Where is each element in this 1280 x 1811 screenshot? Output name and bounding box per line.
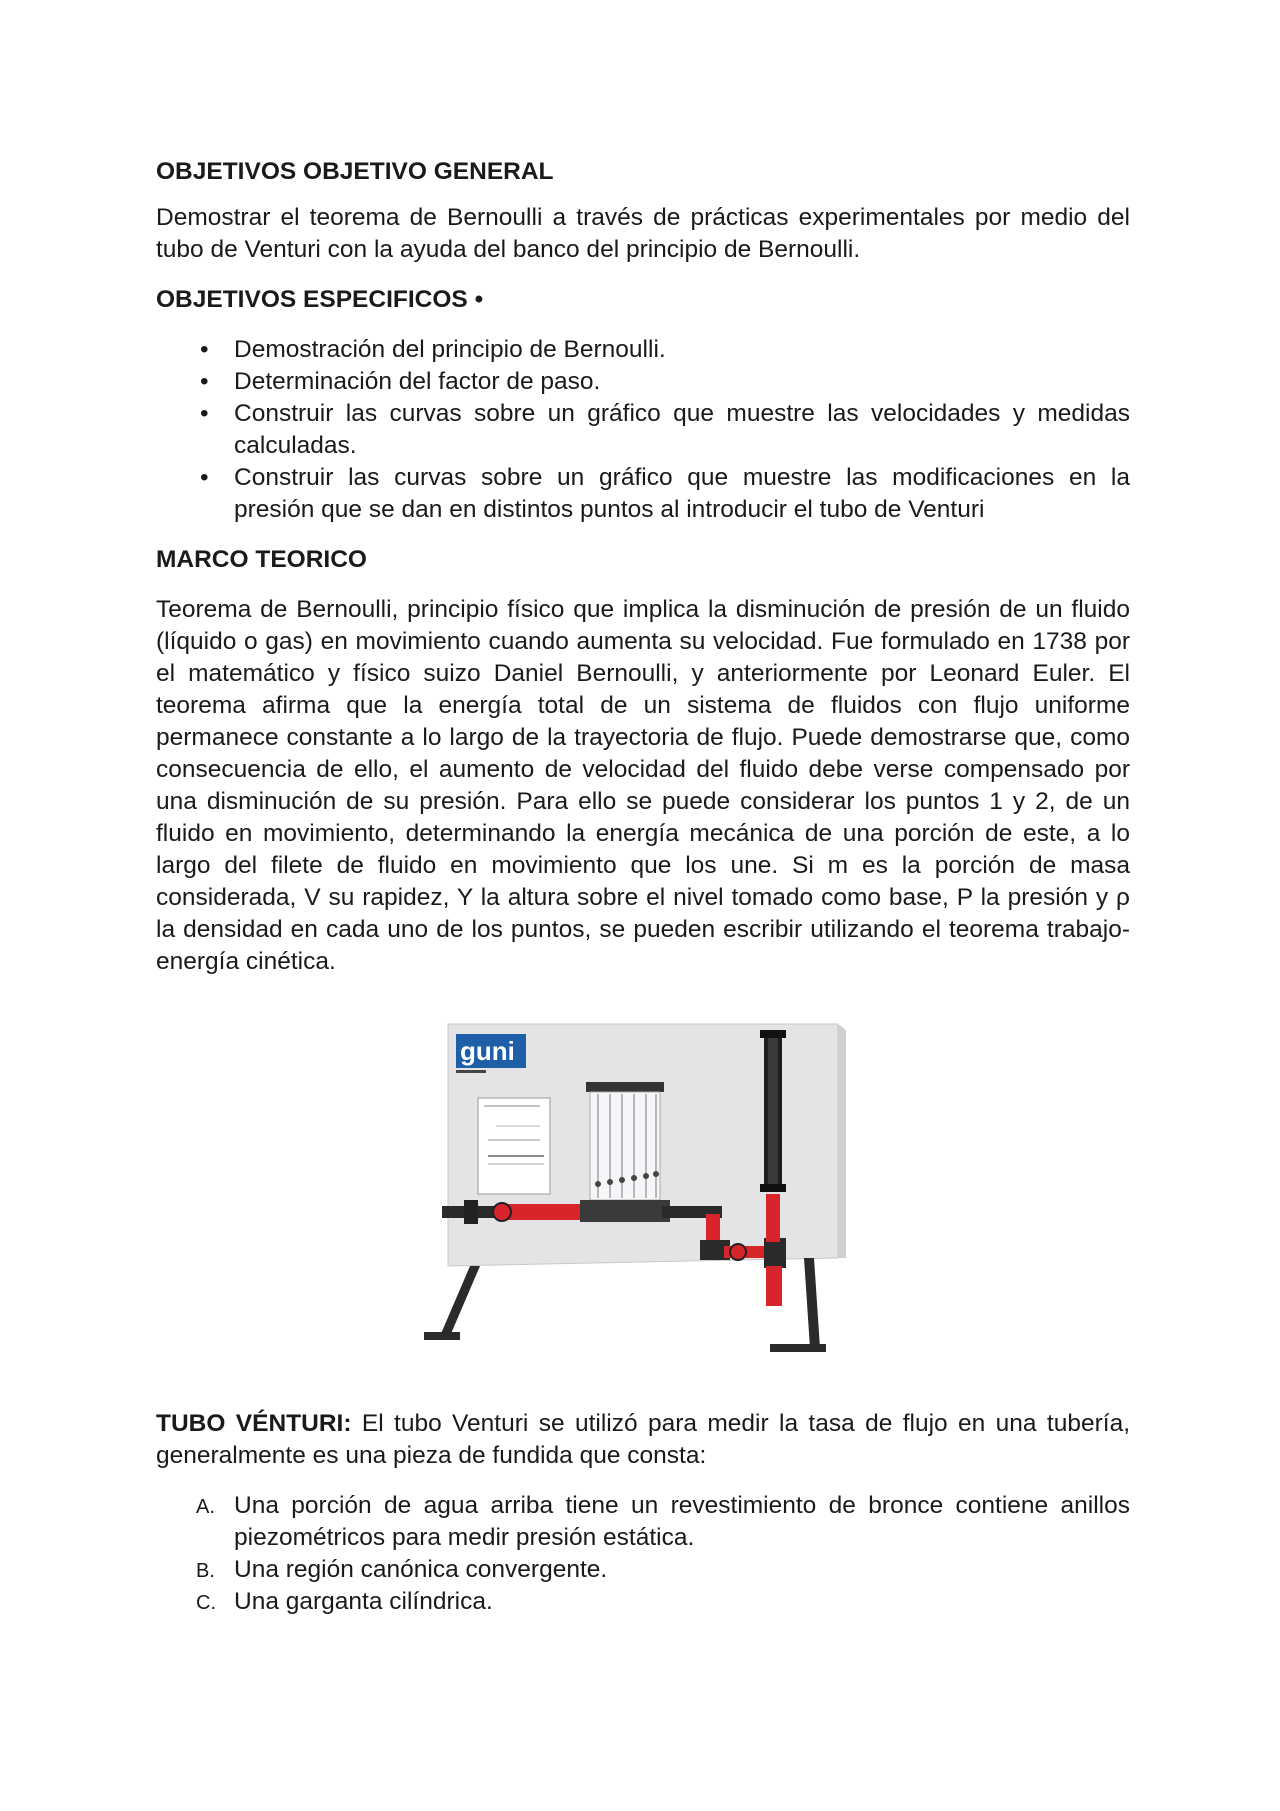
tubo-venturi-section: [156, 1408, 1130, 1618]
tubo-venturi-text: TUBO VÉNTURI: El tubo Venturi se utilizó para medir la tasa de flujo en una tubería, generalmente es una pieza de fundida que consta:: [156, 1410, 1130, 1469]
tubo-venturi-label: TUBO VÉNTURI:: [156, 1410, 352, 1437]
objetivo-general-text: Demostrar el teorema de Bernoulli a través de prácticas experimentales por medio del tubo de Venturi con la ayuda del banco del principio de Bernoulli.: [156, 204, 1130, 263]
bullet-icon: •: [200, 464, 209, 491]
list-item: A. Una porción de agua arriba tiene un revestimiento de bronce contiene anillos piezométricos para medir presión estática.: [196, 1492, 1130, 1551]
marco-text: Teorema de Bernoulli, principio físico que implica la disminución de presión de un fluido (líquido o gas) en movimiento cuando aumenta su velocidad. Fue formulado en 1738 por el matemático y físico suizo Daniel Bernoulli, y anteriormente por Leonard Euler. El teorema afirma que la energía total de un sistema de fluidos con flujo uniforme permanece constante a lo largo de la trayectoria de flujo. Puede demostrarse que, como consecuencia de ello, el aumento de velocidad del fluido debe verse compensado por una disminución de su presión. Para ello se puede considerar los puntos 1 y 2, de un fluido en movimiento, determinando la energía mecánica de una porción de este, a lo largo del filete de fluido en movimiento que los une. Si m es la porción de masa considerada, V su rapidez, Y la altura sobre el nivel tomado como base, P la presión y ρ la densidad en cada uno de los puntos, se pueden escribir utilizando el teorema trabajo-energía cinética.: [156, 596, 1130, 975]
list-marker: C.: [196, 1592, 216, 1614]
logo-text: guni: [460, 1036, 515, 1066]
especificos-list: [156, 334, 1130, 526]
bernoulli-apparatus-image: [400, 1008, 870, 1388]
marco-heading: MARCO TEORICO: [156, 546, 367, 573]
list-item: • Determinación del factor de paso.: [156, 366, 1130, 398]
list-marker: B.: [196, 1560, 215, 1582]
list-item: • Construir las curvas sobre un gráfico que muestre las velocidades y medidas calculadas.: [200, 400, 1130, 459]
bullet-icon: •: [200, 368, 209, 395]
list-item: • Construir las curvas sobre un gráfico que muestre las modificaciones en la presión que se dan en distintos puntos al introducir el tubo de Venturi: [200, 464, 1130, 523]
list-item: B. Una región canónica convergente.: [156, 1554, 1130, 1586]
document-body: [156, 156, 1130, 978]
bullet-icon: •: [200, 336, 209, 363]
list-marker: A.: [196, 1496, 215, 1518]
objetivos-heading: OBJETIVOS OBJETIVO GENERAL: [156, 158, 554, 185]
bullet-icon: •: [200, 400, 209, 427]
especificos-heading: OBJETIVOS ESPECIFICOS •: [156, 286, 484, 313]
list-item: • Demostración del principio de Bernoulli.: [156, 334, 1130, 366]
tubo-items-list: [156, 1490, 1130, 1618]
list-item: C. Una garganta cilíndrica.: [156, 1586, 1130, 1618]
